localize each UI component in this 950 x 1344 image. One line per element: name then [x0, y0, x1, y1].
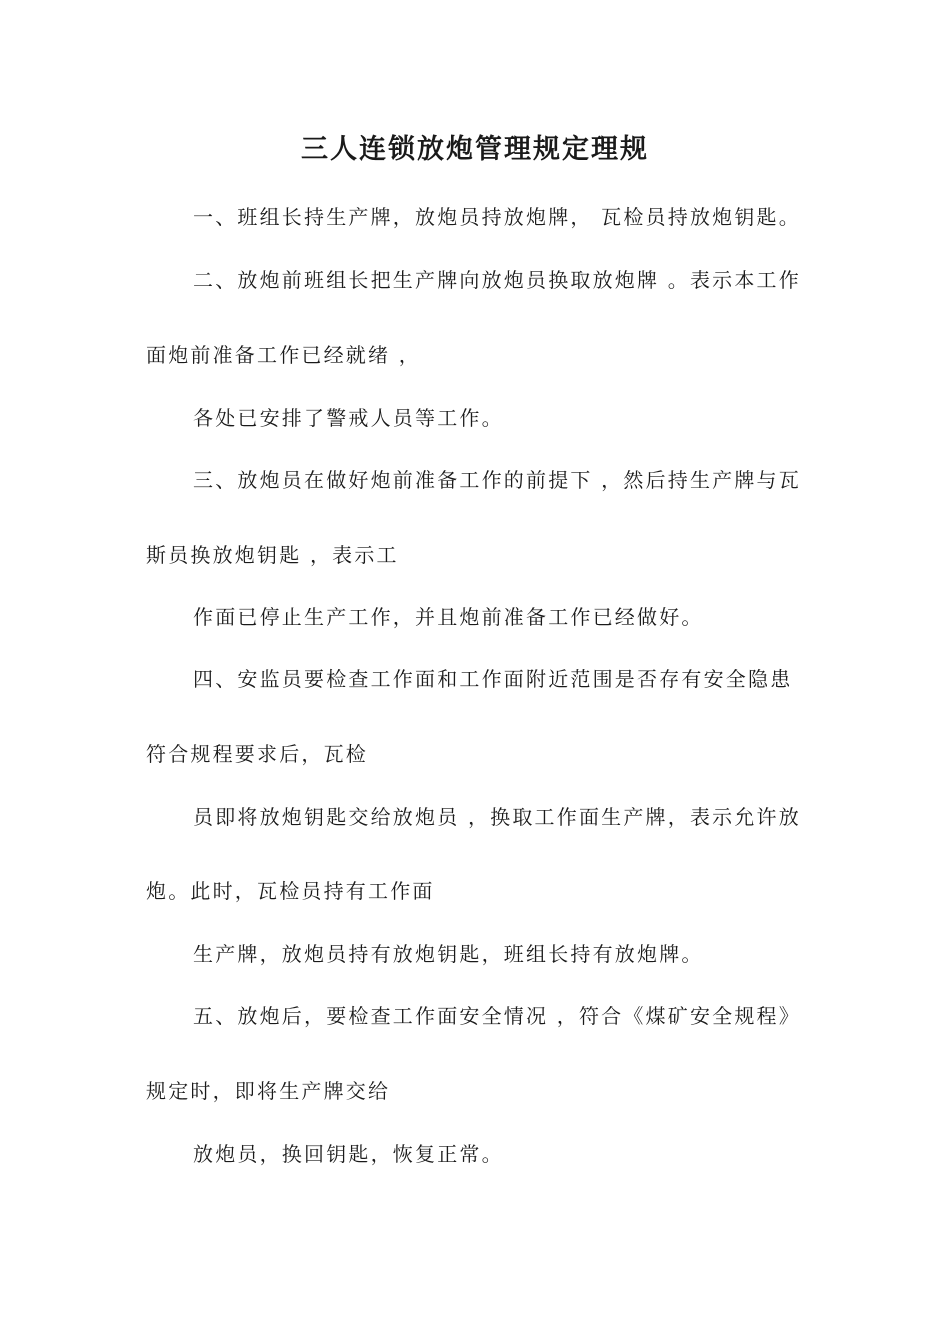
paragraph-line: 二、放炮前班组长把生产牌向放炮员换取放炮牌 。表示本工作	[193, 268, 801, 292]
paragraph-line: 放炮员，换回钥匙，恢复正常。	[193, 1142, 504, 1166]
paragraph-line: 斯员换放炮钥匙 ，表示工	[146, 543, 399, 567]
paragraph-line: 面炮前准备工作已经就绪 ，	[146, 343, 421, 367]
paragraph-line: 员即将放炮钥匙交给放炮员 ，换取工作面生产牌，表示允许放	[193, 805, 801, 829]
document-title: 三人连锁放炮管理规定理规	[301, 134, 649, 165]
paragraph-line: 符合规程要求后，瓦检	[146, 742, 368, 766]
paragraph-line: 生产牌，放炮员持有放炮钥匙，班组长持有放炮牌。	[193, 942, 704, 966]
paragraph-line: 炮。此时，瓦检员持有工作面	[146, 879, 435, 903]
paragraph-line: 作面已停止生产工作，并且炮前准备工作已经做好。	[193, 605, 704, 629]
paragraph-line: 五、放炮后，要检查工作面安全情况 ，符合《煤矿安全规程》	[193, 1004, 801, 1028]
paragraph-line: 各处已安排了警戒人员等工作。	[193, 406, 504, 430]
paragraph-line: 一、班组长持生产牌，放炮员持放炮牌， 瓦检员持放炮钥匙。	[193, 205, 801, 229]
paragraph-line: 三、放炮员在做好炮前准备工作的前提下 ，然后持生产牌与瓦	[193, 468, 801, 492]
paragraph-line: 四、安监员要检查工作面和工作面附近范围是否存有安全隐患	[193, 667, 793, 691]
paragraph-line: 规定时，即将生产牌交给	[146, 1079, 391, 1103]
